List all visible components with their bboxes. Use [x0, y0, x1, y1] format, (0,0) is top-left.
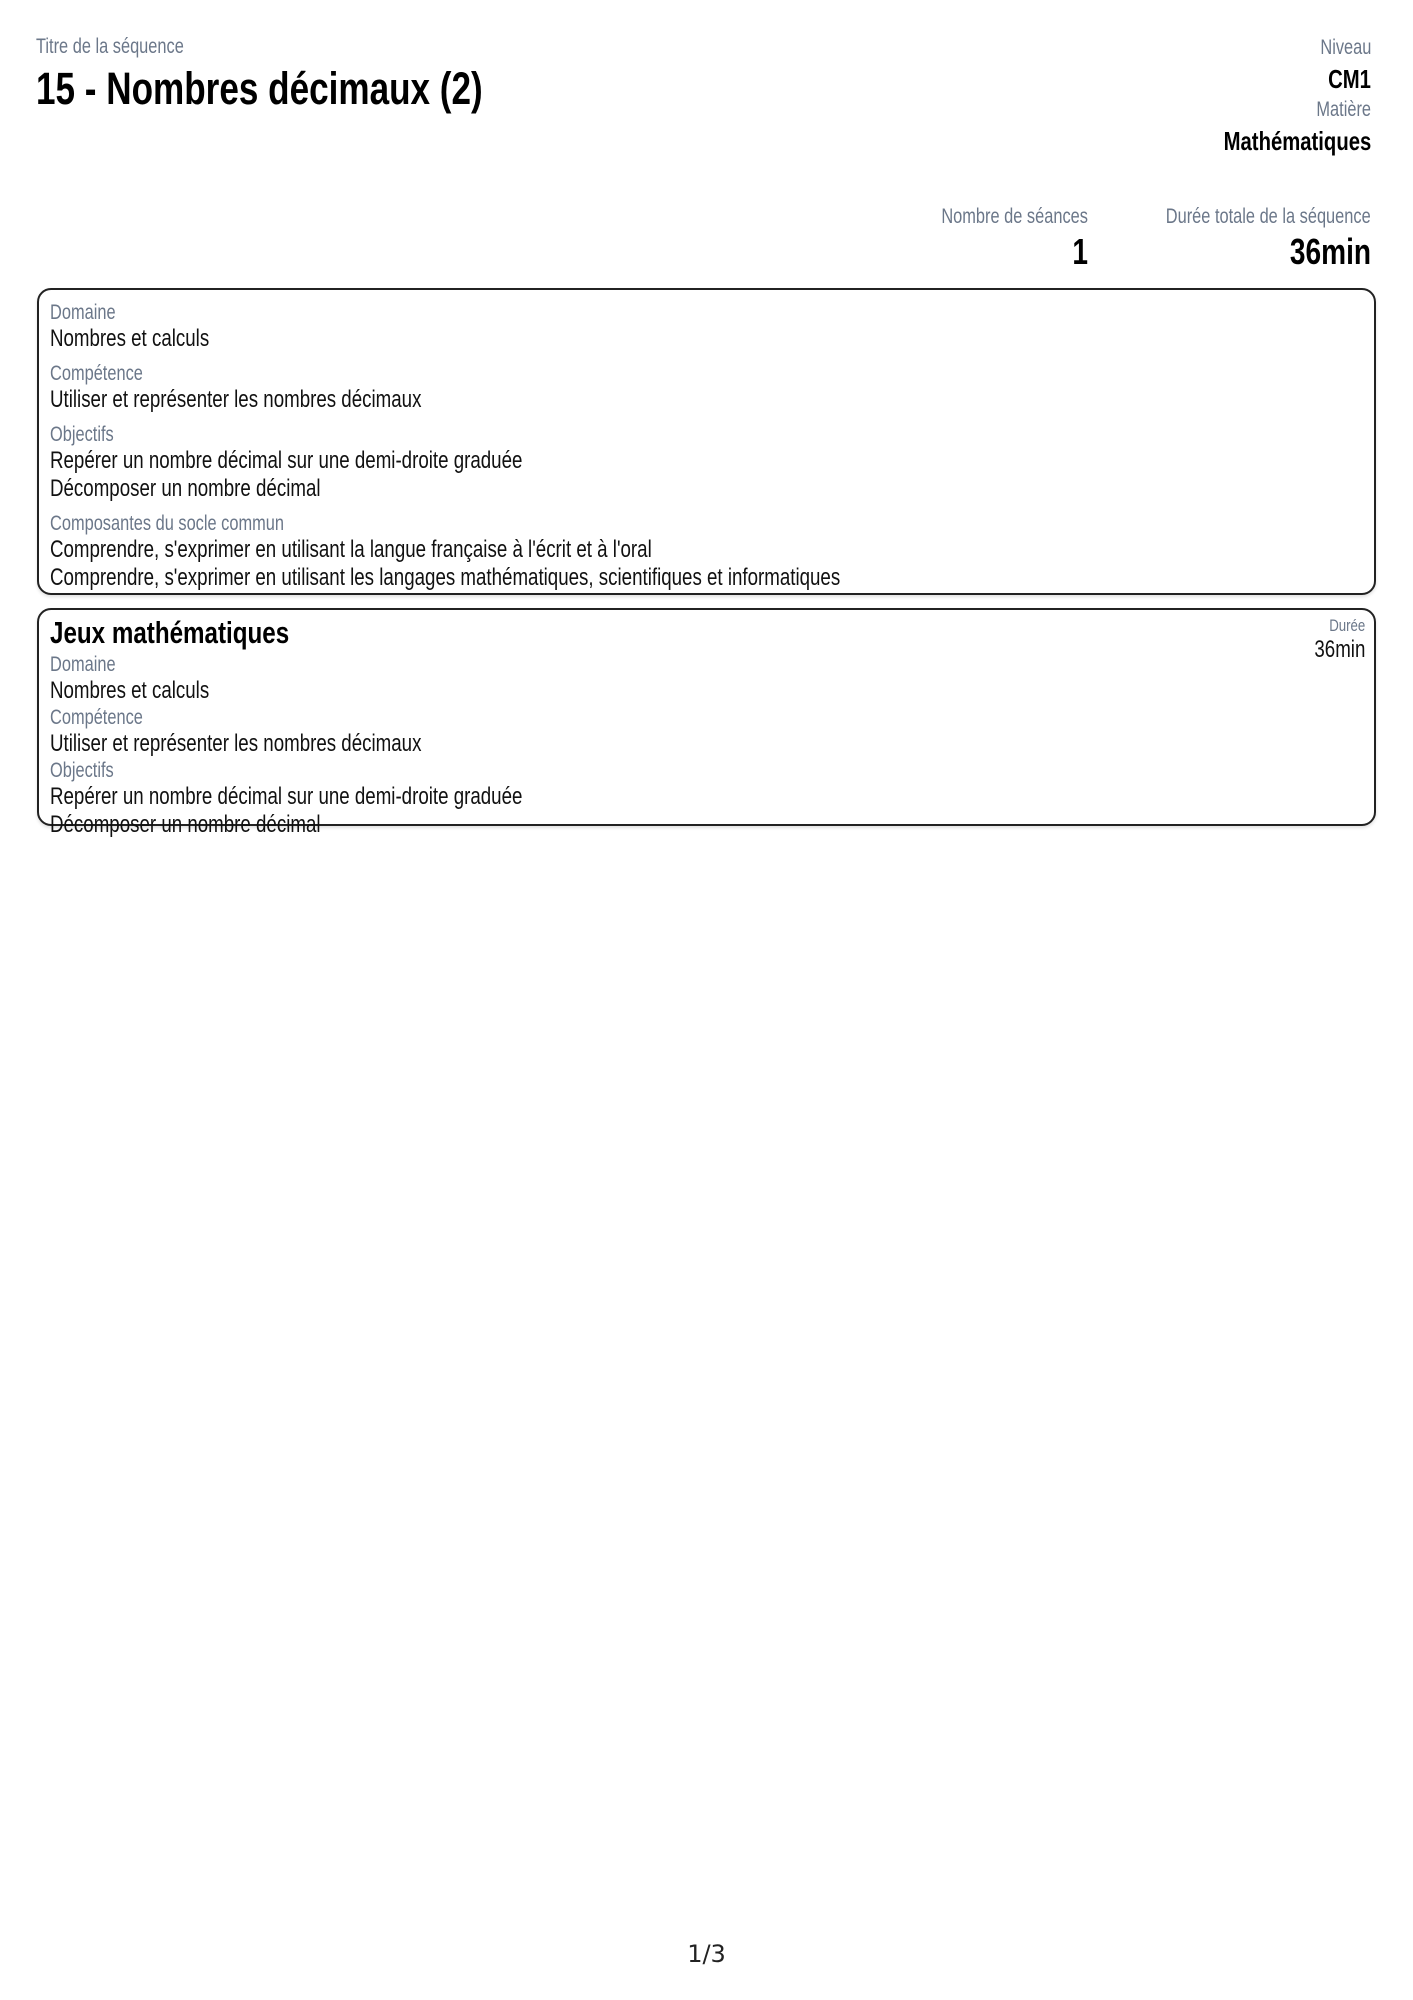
sequence-summary-card — [37, 288, 1376, 595]
objective-item: Décomposer un nombre décimal — [50, 475, 321, 502]
domain-value: Nombres et calculs — [50, 325, 210, 352]
objective-item: Repérer un nombre décimal sur une demi-droite graduée — [50, 447, 523, 474]
duration-stat — [1108, 204, 1371, 275]
meta-panel — [1182, 34, 1371, 158]
total-duration: 36min — [1289, 231, 1371, 272]
competence-label: Compétence — [50, 362, 143, 385]
domain-block — [50, 300, 1374, 353]
session-objectives-label: Objectifs — [50, 759, 114, 782]
session-competence-block — [50, 705, 1374, 758]
sequence-title: 15 - Nombres décimaux (2) — [36, 63, 483, 114]
level-label: Niveau — [1320, 36, 1371, 59]
session-objectives-block — [50, 758, 1374, 839]
session-duration — [1300, 616, 1365, 664]
total-duration-label: Durée totale de la séquence — [1166, 205, 1371, 228]
sessions-stat — [900, 204, 1088, 275]
session-duration-label: Durée — [1328, 616, 1365, 635]
session-duration-value: 36min — [1314, 636, 1365, 663]
sessions-label: Nombre de séances — [941, 205, 1089, 228]
session-title: Jeux mathématiques — [50, 615, 290, 650]
session-competence-label: Compétence — [50, 706, 143, 729]
subject-label: Matière — [1316, 98, 1371, 121]
objectives-block — [50, 422, 1374, 503]
session-domain-label: Domaine — [50, 653, 116, 676]
session-domain-block — [50, 652, 1374, 705]
level-value: CM1 — [1328, 64, 1371, 94]
socle-item: Comprendre, s'exprimer en utilisant la langue française à l'écrit et à l'oral — [50, 536, 652, 563]
socle-item: Comprendre, s'exprimer en utilisant les langages mathématiques, scientifiques et informatiques — [50, 564, 841, 591]
session-objective-item: Décomposer un nombre décimal — [50, 811, 321, 838]
competence-block — [50, 361, 1374, 414]
sequence-title-label: Titre de la séquence — [36, 35, 184, 58]
subject-value: Mathématiques — [1223, 126, 1371, 156]
competence-value: Utiliser et représenter les nombres décimaux — [50, 386, 422, 413]
session-objective-item: Repérer un nombre décimal sur une demi-droite graduée — [50, 783, 523, 810]
sessions-count: 1 — [1072, 231, 1089, 272]
page-number: 1/3 — [687, 1940, 726, 1968]
domain-label: Domaine — [50, 301, 116, 324]
socle-label: Composantes du socle commun — [50, 512, 284, 535]
session-card — [37, 608, 1376, 838]
session-domain-value: Nombres et calculs — [50, 677, 210, 704]
objectives-label: Objectifs — [50, 423, 114, 446]
socle-block — [50, 511, 1374, 592]
session-competence-value: Utiliser et représenter les nombres décimaux — [50, 730, 422, 757]
sequence-stats — [900, 204, 1371, 275]
